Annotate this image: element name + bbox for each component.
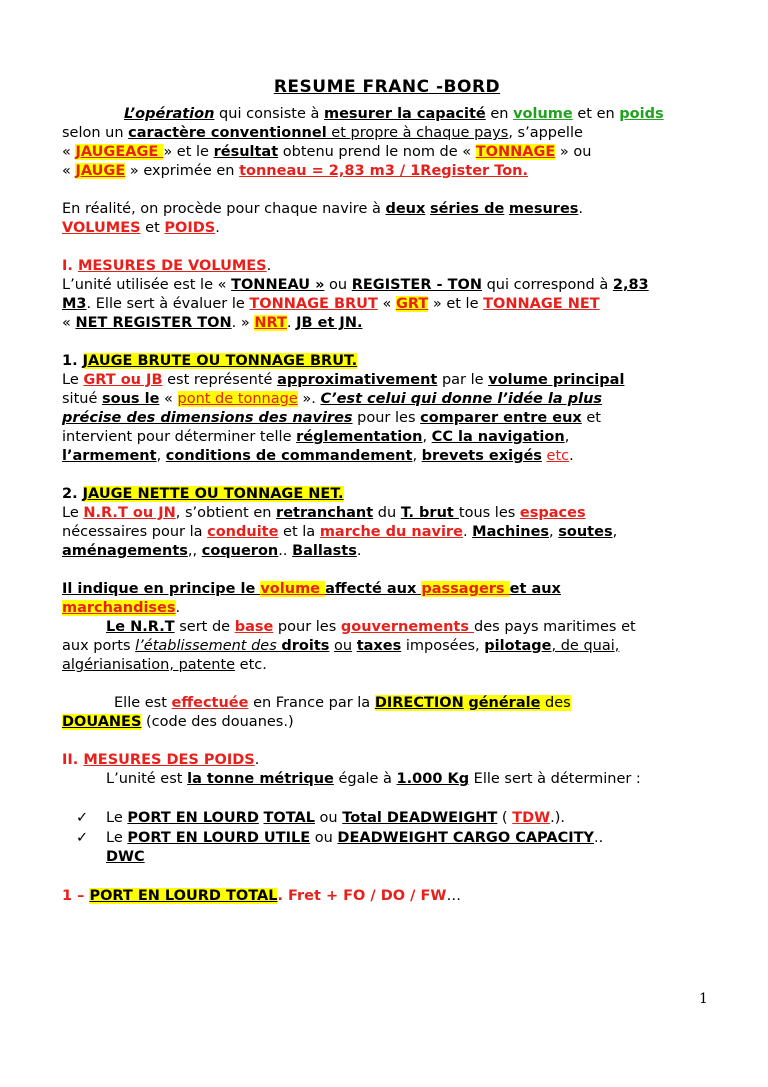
text-span: L’unité utilisée est le « [62, 277, 232, 293]
text-span: « [62, 144, 76, 160]
paragraph-two-line-1 [62, 200, 712, 219]
text-span: « [159, 391, 178, 407]
text-span: droits [281, 638, 330, 654]
text-span: Le [106, 810, 128, 826]
text-span: . [462, 524, 473, 540]
intro-line-4 [62, 162, 712, 181]
text-span: . Fret + FO / DO / FW [277, 888, 447, 904]
text-span: et [140, 220, 165, 236]
usage-line-3 [62, 618, 712, 637]
text-span: mesurer la capacité [323, 106, 486, 122]
text-span: est représenté [162, 372, 278, 388]
text-span: ou [314, 810, 343, 826]
text-span: et aux [509, 581, 561, 597]
text-span: . Elle sert à évaluer le [86, 296, 250, 312]
text-span: conditions de commandement [165, 448, 413, 464]
intro-line-3 [62, 143, 712, 162]
text-span: » exprimée en [125, 163, 240, 179]
poids-line-1 [62, 770, 712, 789]
text-span: 1. [62, 353, 83, 369]
text-span: ( [497, 810, 513, 826]
text-span: , [612, 524, 618, 540]
text-span: marchandises [62, 600, 176, 616]
text-span: MESURES DES POIDS [83, 752, 255, 768]
text-span: . [215, 220, 220, 236]
text-span: PORT EN LOURD UTILE [127, 830, 311, 846]
text-span: , s’appelle [508, 125, 583, 141]
text-span: « [62, 163, 76, 179]
text-span: .. [594, 830, 604, 846]
text-span: L’opération [124, 106, 215, 122]
text-span: sert de [174, 619, 235, 635]
text-span: séries de [429, 201, 505, 217]
text-span: etc [546, 448, 570, 464]
text-span: 1 – [62, 888, 90, 904]
text-span: JAUGE NETTE OU TONNAGE NET. [82, 486, 344, 502]
jauge-nette-line-3 [62, 542, 712, 561]
text-span: Elle sert à déterminer : [469, 771, 641, 787]
text-span: TDW [512, 810, 551, 826]
text-span: JAUGE [75, 163, 126, 179]
text-span: aménagements [62, 543, 188, 559]
text-span: pilotage [484, 638, 552, 654]
page-number: 1 [699, 991, 708, 1007]
text-span: DOUANES [62, 714, 142, 730]
text-span: . [356, 543, 362, 559]
text-span: précise des dimensions des navires [62, 410, 353, 426]
text-span: volume [513, 106, 573, 122]
text-span: poids [619, 106, 664, 122]
text-span: brevets exigés [421, 448, 542, 464]
text-span: . [578, 201, 584, 217]
text-span: CC la navigation [431, 429, 565, 445]
text-span: imposées, [401, 638, 485, 654]
text-span: . [254, 752, 260, 768]
text-span: Ballasts [292, 543, 357, 559]
text-span: ,, [187, 543, 202, 559]
text-span: situé [62, 391, 102, 407]
subsection-heading-jauge-brute [62, 352, 712, 371]
text-span: deux [385, 201, 426, 217]
checkmark-icon: ✓ [76, 810, 89, 826]
text-span: caractère conventionnel [128, 125, 327, 141]
text-span: » et le [428, 296, 484, 312]
text-span: « [377, 296, 396, 312]
text-span: nécessaires pour la [62, 524, 208, 540]
text-span: marche du navire [319, 524, 463, 540]
text-span: T. brut [400, 505, 459, 521]
text-span: des pays maritimes et [474, 619, 636, 635]
text-span: volume principal [488, 372, 625, 388]
text-span: Le N.R.T [106, 619, 175, 635]
text-span: gouvernements [340, 619, 475, 635]
text-span: . [266, 258, 272, 274]
text-span: M3 [62, 296, 87, 312]
text-span: qui correspond à [481, 277, 613, 293]
text-span: l’établissement des [135, 638, 282, 654]
text-span: Le [106, 830, 128, 846]
text-span: L’unité est [106, 771, 188, 787]
text-span: 2,83 [612, 277, 649, 293]
text-span: VOLUMES [62, 220, 141, 236]
text-span: TONNAGE [475, 144, 556, 160]
text-span: » et le [163, 144, 214, 160]
jauge-nette-line-1 [62, 504, 712, 523]
text-span: ». [297, 391, 321, 407]
port-en-lourd-total-heading [62, 887, 712, 906]
text-span: .. [278, 543, 293, 559]
usage-line-5 [62, 656, 712, 675]
text-span: . [569, 448, 574, 464]
text-span: JAUGEAGE [75, 144, 164, 160]
text-span: taxes [356, 638, 402, 654]
text-span: par le [437, 372, 489, 388]
document-title: RESUME FRANC -BORD [273, 77, 501, 97]
text-span: , s’obtient en [175, 505, 277, 521]
text-span: , [564, 429, 570, 445]
text-span: Le [62, 372, 84, 388]
text-span: , [156, 448, 166, 464]
text-span: mesures [508, 201, 579, 217]
text-span: « [62, 315, 76, 331]
text-span: effectuée [171, 695, 249, 711]
text-span: DIRECTION [374, 695, 464, 711]
jauge-brute-line-4 [62, 428, 712, 447]
text-span: C’est celui qui donne l’idée la plus [320, 391, 603, 407]
text-span: etc. [235, 657, 267, 673]
text-span: PORT EN LOURD [127, 810, 259, 826]
text-span: approximativement [277, 372, 438, 388]
text-span: l’armement [62, 448, 157, 464]
text-span: et propre à chaque pays [326, 125, 509, 141]
volumes-line-1 [62, 276, 712, 295]
jauge-brute-line-3 [62, 409, 712, 428]
douanes-line-1 [62, 694, 712, 713]
text-span: » ou [555, 144, 592, 160]
text-span: . » [231, 315, 255, 331]
text-span: II. [62, 752, 84, 768]
usage-line-2 [62, 599, 712, 618]
text-span: selon un [62, 125, 129, 141]
text-span: PORT EN LOURD TOTAL [89, 888, 278, 904]
douanes-line-2 [62, 713, 712, 732]
text-span: N.R.T ou JN [83, 505, 176, 521]
text-span: conduite [207, 524, 279, 540]
text-span: Machines [472, 524, 550, 540]
text-span: REGISTER - TON [351, 277, 482, 293]
text-span: en [485, 106, 514, 122]
text-span: tous les [458, 505, 520, 521]
text-span: ou [310, 830, 338, 846]
document-page [62, 78, 712, 906]
section-heading-volumes [62, 257, 712, 276]
text-span: espaces [519, 505, 586, 521]
text-span: la tonne métrique [187, 771, 334, 787]
usage-line-4 [62, 637, 712, 656]
text-span: passagers [421, 581, 510, 597]
text-span: TONNAGE BRUT [249, 296, 378, 312]
checkmark-icon: ✓ [76, 830, 89, 846]
volumes-line-2 [62, 295, 712, 314]
text-span: 1.000 Kg [396, 771, 470, 787]
intro-line-1 [62, 105, 712, 124]
volumes-line-3 [62, 314, 712, 333]
text-span: et la [278, 524, 320, 540]
text-span: du [373, 505, 401, 521]
text-span: 2. [62, 486, 83, 502]
text-span: . [175, 600, 181, 616]
text-span: volume [260, 581, 326, 597]
text-span: pour les [352, 410, 421, 426]
text-span: TOTAL [263, 810, 315, 826]
jauge-brute-line-1 [62, 371, 712, 390]
list-item [76, 829, 712, 867]
text-span: JB et JN. [296, 315, 363, 331]
text-span: base [234, 619, 274, 635]
text-span: … [446, 888, 461, 904]
text-span: soutes [558, 524, 613, 540]
text-span: intervient pour déterminer telle [62, 429, 297, 445]
text-span: résultat [213, 144, 279, 160]
text-span: .). [550, 810, 566, 826]
text-span: ou [334, 638, 353, 654]
text-span: tonneau = 2,83 m3 / 1Register Ton. [239, 163, 529, 179]
text-span: TONNEAU » [231, 277, 325, 293]
text-span: aux ports [62, 638, 136, 654]
intro-line-2 [62, 124, 712, 143]
jauge-brute-line-5 [62, 447, 712, 466]
text-span: Total DEADWEIGHT [342, 810, 498, 826]
text-span: MESURES DE VOLUMES [77, 258, 267, 274]
text-span: pont de tonnage [177, 391, 298, 407]
text-span: En réalité, on procède pour chaque navire à [62, 201, 386, 217]
text-span: GRT [395, 296, 429, 312]
text-span: TONNAGE NET [483, 296, 600, 312]
text-span: , [422, 429, 432, 445]
text-span: , [549, 524, 559, 540]
usage-line-1 [62, 580, 712, 599]
text-span: coqueron [201, 543, 279, 559]
text-span: qui consiste à [214, 106, 324, 122]
text-span: comparer entre eux [420, 410, 582, 426]
text-span: égale à [333, 771, 397, 787]
text-span: retranchant [276, 505, 374, 521]
text-span: obtenu prend le nom de « [278, 144, 476, 160]
text-span: NET REGISTER TON [75, 315, 232, 331]
deadweight-list [62, 809, 712, 867]
text-span: (code des douanes.) [141, 714, 294, 730]
text-span: DEADWEIGHT CARGO CAPACITY [337, 830, 595, 846]
text-span: algérianisation, patente [62, 657, 236, 673]
text-span: et [581, 410, 601, 426]
text-span: JAUGE BRUTE OU TONNAGE BRUT. [82, 353, 358, 369]
text-span: ou [324, 277, 352, 293]
jauge-brute-line-2 [62, 390, 712, 409]
text-span: affecté aux [325, 581, 422, 597]
jauge-nette-line-2 [62, 523, 712, 542]
text-span: POIDS [164, 220, 216, 236]
subsection-heading-jauge-nette [62, 485, 712, 504]
text-span: des [540, 695, 571, 711]
text-span: en France par la [248, 695, 375, 711]
text-span: sous le [102, 391, 160, 407]
section-heading-poids [62, 751, 712, 770]
text-span: Elle est [114, 695, 172, 711]
text-span: , de quai, [551, 638, 620, 654]
text-span: . [286, 315, 297, 331]
text-span: et en [572, 106, 620, 122]
text-span: pour les [273, 619, 341, 635]
text-span: réglementation [296, 429, 423, 445]
text-span: GRT ou JB [83, 372, 163, 388]
text-span: NRT [254, 315, 287, 331]
list-item [76, 809, 712, 828]
text-span: Il indique en principe le [62, 581, 261, 597]
text-span: générale [468, 695, 541, 711]
paragraph-two-line-2 [62, 219, 712, 238]
text-span: Le [62, 505, 84, 521]
text-span: I. [62, 258, 78, 274]
text-span: , [412, 448, 422, 464]
text-span: DWC [106, 849, 145, 865]
